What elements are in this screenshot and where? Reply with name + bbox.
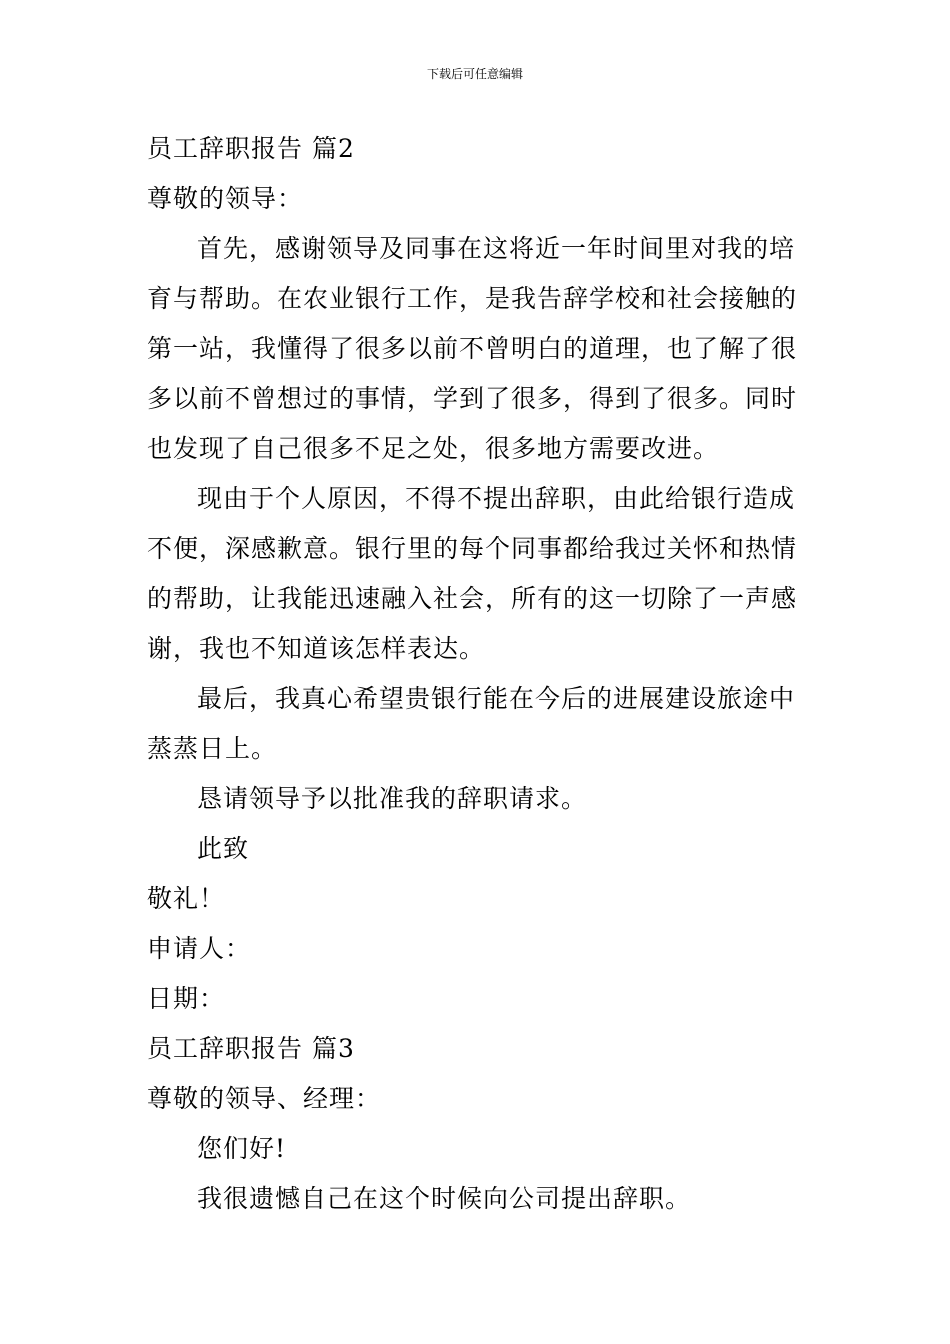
paragraph-line: 恳请领导予以批准我的辞职请求。 bbox=[197, 784, 588, 813]
salutation: 尊敬的领导、经理： bbox=[147, 1084, 382, 1113]
closing-line: 敬礼！ bbox=[147, 884, 226, 913]
section-heading: 员工辞职报告 篇2 bbox=[147, 134, 355, 163]
section-heading: 员工辞职报告 篇3 bbox=[147, 1034, 355, 1063]
paragraph-line: 最后，我真心希望贵银行能在今后的进展建设旅途中 bbox=[197, 684, 796, 713]
paragraph-line: 也发现了自己很多不足之处，很多地方需要改进。 bbox=[147, 434, 720, 463]
salutation: 尊敬的领导： bbox=[147, 184, 304, 213]
paragraph-line: 谢，我也不知道该怎样表达。 bbox=[147, 634, 486, 663]
closing-line: 此致 bbox=[197, 834, 250, 863]
paragraph-line: 首先，感谢领导及同事在这将近一年时间里对我的培 bbox=[197, 234, 796, 263]
greeting-line: 您们好! bbox=[197, 1134, 287, 1163]
paragraph-line: 现由于个人原因，不得不提出辞职，由此给银行造成 bbox=[197, 484, 796, 513]
paragraph-line: 不便，深感歉意。银行里的每个同事都给我过关怀和热情 bbox=[147, 534, 798, 563]
paragraph-line: 的帮助，让我能迅速融入社会，所有的这一切除了一声感 bbox=[147, 584, 798, 613]
paragraph-line: 多以前不曾想过的事情，学到了很多，得到了很多。同时 bbox=[147, 384, 798, 413]
document-body bbox=[147, 124, 807, 1224]
date-line: 日期： bbox=[147, 984, 226, 1013]
paragraph-line: 蒸蒸日上。 bbox=[147, 734, 278, 763]
paragraph-line: 第一站，我懂得了很多以前不曾明白的道理，也了解了很 bbox=[147, 334, 798, 363]
paragraph-line: 育与帮助。在农业银行工作，是我告辞学校和社会接触的 bbox=[147, 284, 798, 313]
header-note: 下载后可任意编辑 bbox=[426, 67, 523, 81]
applicant-line: 申请人： bbox=[147, 934, 252, 963]
paragraph-line: 我很遗憾自己在这个时候向公司提出辞职。 bbox=[197, 1184, 692, 1213]
